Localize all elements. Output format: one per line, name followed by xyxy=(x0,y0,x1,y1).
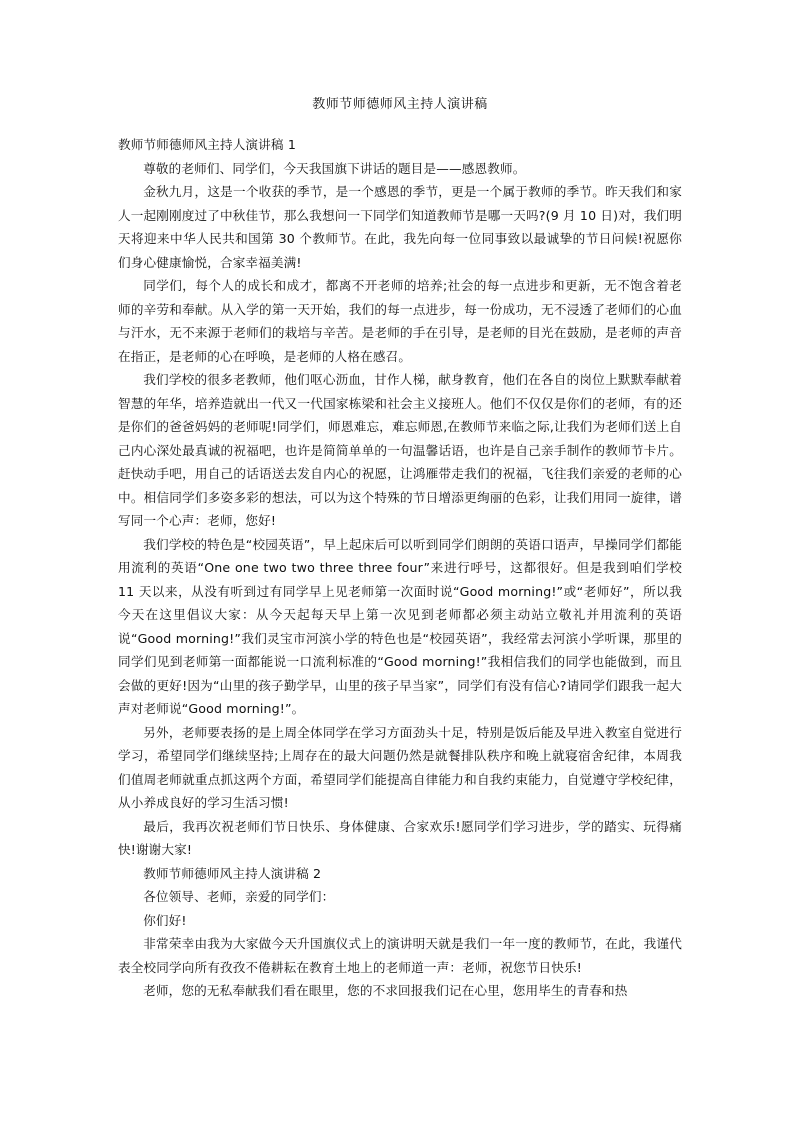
paragraph: 非常荣幸由我为大家做今天升国旗仪式上的演讲明天就是我们一年一度的教师节，在此，我谨代表全校同学向所有孜孜不倦耕耘在教育土地上的老师道一声：老师，祝您节日快乐! xyxy=(118,936,682,975)
document-title: 教师节师德师风主持人演讲稿 xyxy=(312,97,488,112)
speech-heading-1: 教师节师德师风主持人演讲稿 1 xyxy=(118,137,296,152)
paragraph: 老师，您的无私奉献我们看在眼里，您的不求回报我们记在心里，您用毕生的青春和热 xyxy=(143,983,628,998)
speech-heading-2: 教师节师德师风主持人演讲稿 2 xyxy=(143,865,322,881)
paragraph: 另外，老师要表扬的是上周全体同学在学习方面劲头十足，特别是饭后能及早进入教室自觉进行学习，希望同学们继续坚持;上周存在的最大问题仍然是就餐排队秩序和晚上就寝宿舍纪律，本周我们值周老师就重点抓这两个方面，希望同学们能提高自律能力和自我约束能力，自觉遵守学校纪律，从小养成良好的学习生活习惯! xyxy=(118,724,682,810)
paragraph: 同学们，每个人的成长和成才，都离不开老师的培养;社会的每一点进步和更新，无不饱含着老师的辛劳和奉献。从入学的第一天开始，我们的每一点进步，每一份成功，无不浸透了老师们的心血与汗水，无不来源于老师们的栽培与辛苦。是老师的手在引导，是老师的目光在鼓励，是老师的声音在指正，是老师的心在呼唤，是老师的人格在感召。 xyxy=(118,278,682,364)
paragraph-greeting: 尊敬的老师们、同学们，今天我国旗下讲话的题目是——感恩教师。 xyxy=(143,160,526,176)
paragraph: 金秋九月，这是一个收获的季节，是一个感恩的季节，更是一个属于教师的季节。昨天我们和家人一起刚刚度过了中秋佳节，那么我想问一下同学们知道教师节是哪一天吗?(9 月 10 日)对，我们明天将迎来中华人民共和国第 30 个教师节。在此，我先向每一位同事致以最诚挚的节日问候!祝愿你们身心健康愉悦，合家幸福美满! xyxy=(118,184,682,270)
paragraph-greeting: 各位领导、老师，亲爱的同学们： xyxy=(143,889,335,904)
paragraph: 你们好! xyxy=(143,912,187,928)
paragraph-closing: 最后，我再次祝老师们节日快乐、身体健康、合家欢乐!愿同学们学习进步，学的踏实、玩得痛快!谢谢大家! xyxy=(118,818,682,857)
paragraph: 我们学校的很多老教师，他们呕心沥血，甘作人梯，献身教育，他们在各自的岗位上默默奉献着智慧的年华，培养造就出一代又一代国家栋梁和社会主义接班人。他们不仅仅是你们的老师，有的还是你们的爸爸妈妈的老师呢!同学们，师恩难忘，难忘师恩,在教师节来临之际,让我们为老师们送上自己内心深处最真诚的祝福吧，也许是简简单单的一句温馨话语，也许是自己亲手制作的教师节卡片。赶快动手吧，用自己的话语送去发自内心的祝愿，让鸿雁带走我们的祝福，飞往我们亲爱的老师的心中。相信同学们多姿多彩的想法，可以为这个特殊的节日增添更绚丽的色彩，让我们用同一旋律，谱写同一个心声：老师，您好! xyxy=(118,372,682,528)
document-body xyxy=(118,133,682,1003)
paragraph: 我们学校的特色是“校园英语”，早上起床后可以听到同学们朗朗的英语口语声，早操同学们都能用流利的英语“One one two two three three four”来进行呼号，这都很好。但是我到咱们学校 11 天以来，从没有听到过有同学早上见老师第一次面时说“Good morning!”或“老师好”，所以我今天在这里倡议大家：从今天起每天早上第一次见到老师都必须主动站立敬礼并用流利的英语说“Good morning!”我们灵宝市河滨小学的特色也是“校园英语”，我经常去河滨小学听课，那里的同学们见到老师第一面都能说一口流利标准的“Good morning!”我相信我们的同学也能做到，而且会做的更好!因为“山里的孩子勤学早，山里的孩子早当家”，同学们有没有信心?请同学们跟我一起大声对老师说“Good morning!”。 xyxy=(118,536,682,716)
